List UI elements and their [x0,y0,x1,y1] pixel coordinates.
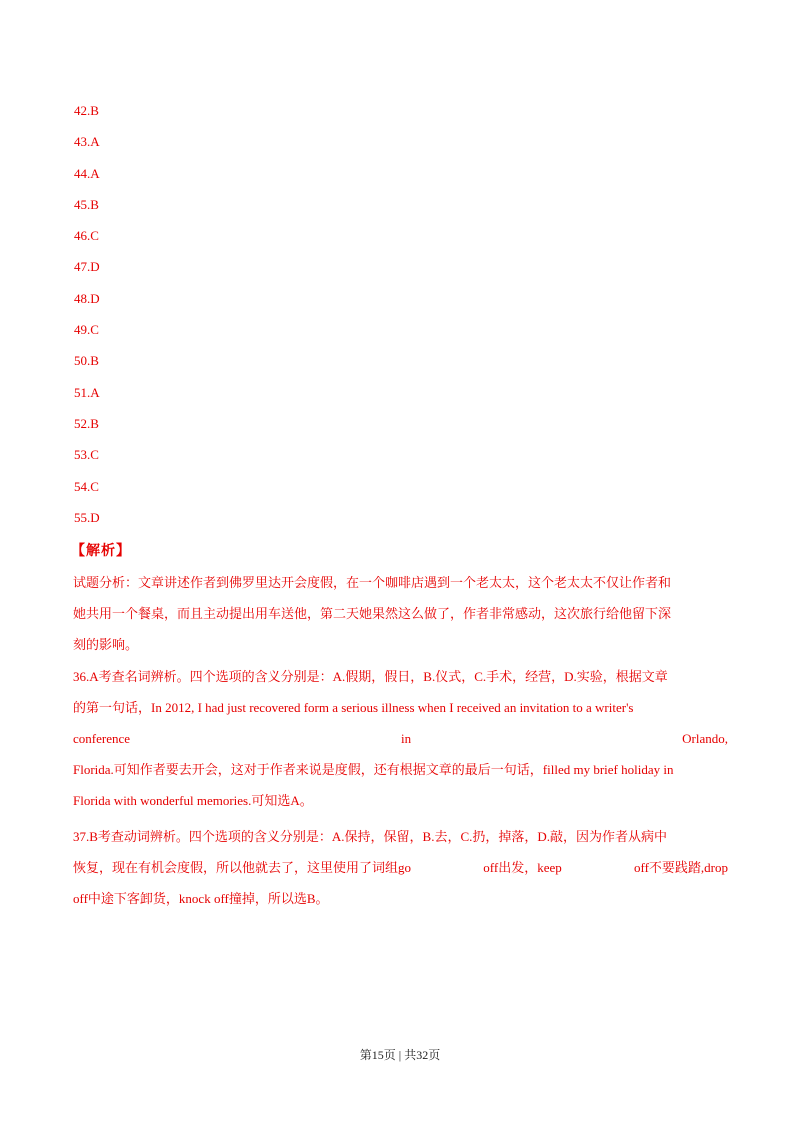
answer-item: 49.C [74,322,99,338]
text-line: 36.A考查名词辨析。四个选项的含义分别是：A.假期，假日，B.仪式，C.手术，经营，D.实验，根据文章 [73,669,668,684]
text-segment: Orlando, [682,731,728,746]
answer-item: 53.C [74,447,99,463]
text-line: 她共用一个餐桌，而且主动提出用车送他，第二天她果然这么做了，作者非常感动，这次旅行给他留下深 [73,606,672,621]
text-segment: in [401,731,412,746]
text-line: Florida.可知作者要去开会，这对于作者来说是度假，还有根据文章的最后一句话，filled my brief holiday in [73,762,674,777]
answer-item: 55.D [74,509,100,525]
text-line-justified [73,728,728,759]
answer-item: 45.B [74,196,99,212]
text-segment: 恢复，现在有机会度假，所以他就去了，这里使用了词组go [73,860,412,875]
answer-item: 43.A [74,134,100,150]
analysis-heading: 【解析】 [71,544,131,559]
text-line-justified [73,857,728,888]
answer-item: 47.D [74,259,100,275]
text-segment: conference [73,731,131,746]
text-line: 刻的影响。 [73,637,139,652]
text-segment: off出发，keep [483,860,562,875]
page-footer: 第15页 | 共32页 [359,1048,441,1062]
text-line: 试题分析：文章讲述作者到佛罗里达开会度假，在一个咖啡店遇到一个老太太，这个老太太不仅让作者和 [73,575,672,590]
answer-item: 50.B [74,353,99,369]
answer-item: 44.A [74,165,100,181]
analysis-summary [73,572,728,665]
analysis-q37 [73,826,728,919]
answer-item: 46.C [74,228,99,244]
answer-item: 42.B [74,103,99,118]
text-segment: off不要践踏,drop [633,860,728,875]
text-line: Florida with wonderful memories.可知选A。 [73,793,313,808]
answer-item: 48.D [74,290,100,306]
answer-item: 54.C [74,478,99,494]
analysis-q36 [73,666,728,821]
text-line: off中途下客卸货，knock off撞掉，所以选B。 [73,891,329,906]
answer-list [74,101,100,539]
answer-item: 51.A [74,384,100,400]
text-line: 的第一句话，In 2012, I had just recovered form a serious illness when I received an invitation to a writer's [73,700,634,715]
answer-item: 52.B [74,415,99,431]
text-line: 37.B考查动词辨析。四个选项的含义分别是：A.保持，保留，B.去，C.扔，掉落，D.敲，因为作者从病中 [73,829,668,844]
